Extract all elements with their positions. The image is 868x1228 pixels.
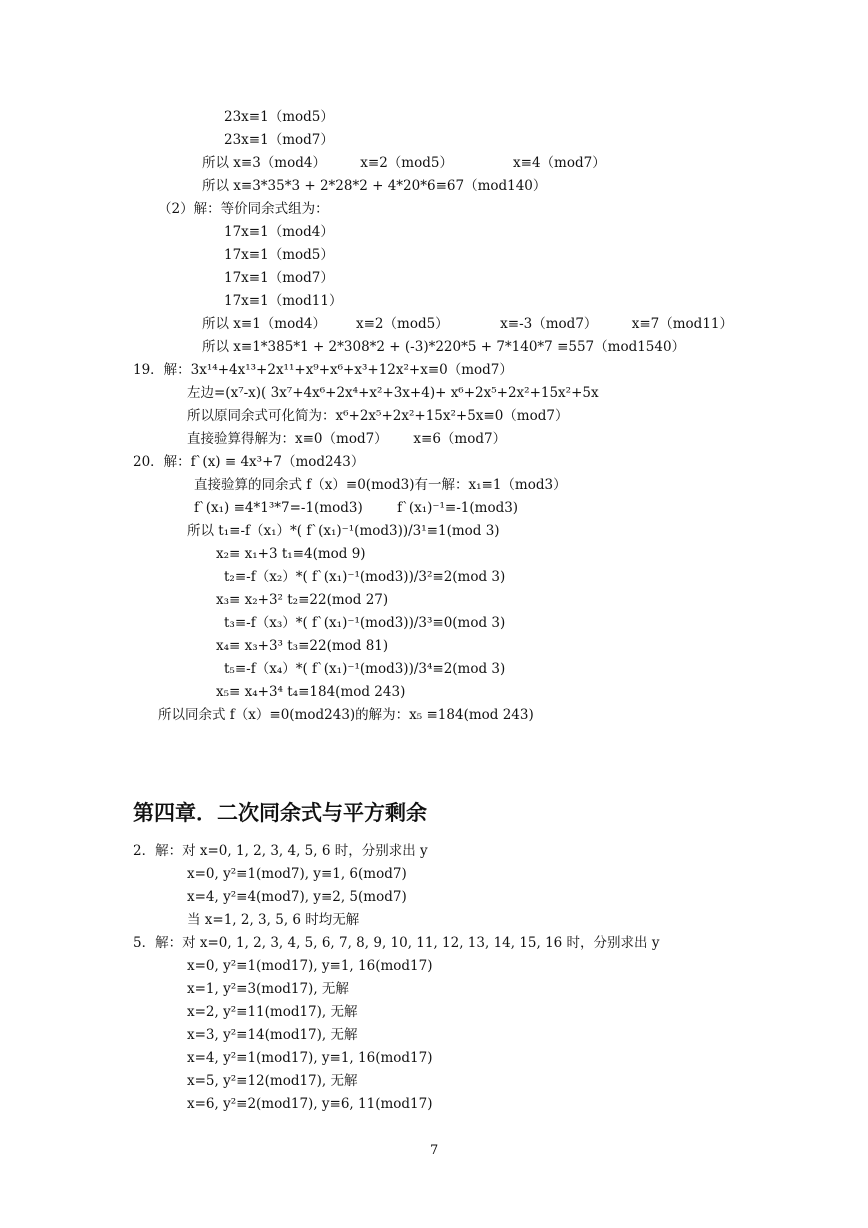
text-line: （2）解：等价同余式组为： bbox=[158, 201, 329, 217]
text-line: x₄≡ x₃+3³ t₃≡22(mod 81) bbox=[216, 638, 389, 654]
text-line: t₅≡-f（x₄）*( f`(x₁)⁻¹(mod3))/3⁴≡2(mod 3) bbox=[224, 661, 506, 677]
text-line: 23x≡1（mod5） bbox=[224, 109, 334, 125]
text-line: 17x≡1（mod7） bbox=[224, 270, 334, 286]
text-line: f`(x₁) ≡4*1³*7=-1(mod3) f`(x₁)⁻¹≡-1(mod3) bbox=[194, 500, 519, 516]
text-line: 所以 x≡3（mod4） x≡2（mod5） x≡4（mod7） bbox=[202, 155, 606, 171]
text-line: 所以原同余式可化简为：x⁶+2x⁵+2x²+15x²+5x≡0（mod7） bbox=[187, 408, 569, 424]
text-line: 17x≡1（mod4） bbox=[224, 224, 334, 240]
text-line: 17x≡1（mod5） bbox=[224, 247, 334, 263]
text-line: 5．解：对 x=0, 1, 2, 3, 4, 5, 6, 7, 8, 9, 10, 11, 12, 13, 14, 15, 16 时，分别求出 y bbox=[133, 935, 660, 951]
text-line: 所以 x≡1（mod4） x≡2（mod5） x≡-3（mod7） x≡7（mod11） bbox=[202, 316, 734, 332]
text-line: 直接验算得解为：x≡0（mod7） x≡6（mod7） bbox=[187, 431, 507, 447]
text-line: t₂≡-f（x₂）*( f`(x₁)⁻¹(mod3))/3²≡2(mod 3) bbox=[224, 569, 506, 585]
text-line: 23x≡1（mod7） bbox=[224, 132, 334, 148]
text-line: x₅≡ x₄+3⁴ t₄≡184(mod 243) bbox=[216, 684, 406, 700]
text-line: x=0, y²≡1(mod7), y≡1, 6(mod7) bbox=[187, 866, 407, 882]
text-line: 17x≡1（mod11） bbox=[224, 293, 343, 309]
text-line: 所以 x≡3*35*3 + 2*28*2 + 4*20*6≡67（mod140） bbox=[202, 178, 547, 194]
text-line: x=4, y²≡1(mod17), y≡1, 16(mod17) bbox=[187, 1050, 433, 1066]
text-line: 所以 t₁≡-f（x₁）*( f`(x₁)⁻¹(mod3))/3¹≡1(mod 3) bbox=[187, 523, 500, 539]
text-line: x=6, y²≡2(mod17), y≡6, 11(mod17) bbox=[187, 1096, 433, 1112]
text-line: x=1, y²≡3(mod17), 无解 bbox=[187, 981, 349, 997]
text-line: 所以同余式 f（x）≡0(mod243)的解为：x₅ ≡184(mod 243) bbox=[158, 707, 534, 723]
text-line: 19．解：3x¹⁴+4x¹³+2x¹¹+x⁹+x⁶+x³+12x²+x≡0（mod7） bbox=[133, 362, 513, 378]
text-line: x₃≡ x₂+3² t₂≡22(mod 27) bbox=[216, 592, 389, 608]
page-number: 7 bbox=[430, 1143, 439, 1158]
text-line: 左边=(x⁷-x)( 3x⁷+4x⁶+2x⁴+x²+3x+4)+ x⁶+2x⁵+2x²+15x²+5x bbox=[187, 385, 599, 401]
text-line: x=2, y²≡11(mod17), 无解 bbox=[187, 1004, 358, 1020]
text-line: 20．解：f`(x) ≡ 4x³+7（mod243） bbox=[133, 454, 365, 470]
text-line: 直接验算的同余式 f（x）≡0(mod3)有一解：x₁≡1（mod3） bbox=[194, 477, 567, 493]
chapter-heading: 第四章．二次同余式与平方剩余 bbox=[133, 801, 427, 825]
text-line: t₃≡-f（x₃）*( f`(x₁)⁻¹(mod3))/3³≡0(mod 3) bbox=[224, 615, 506, 631]
text-line: x₂≡ x₁+3 t₁≡4(mod 9) bbox=[216, 546, 366, 562]
text-line: x=3, y²≡14(mod17), 无解 bbox=[187, 1027, 358, 1043]
text-line: 所以 x≡1*385*1 + 2*308*2 + (-3)*220*5 + 7*140*7 ≡557（mod1540） bbox=[202, 339, 686, 355]
text-line: x=0, y²≡1(mod17), y≡1, 16(mod17) bbox=[187, 958, 433, 974]
text-line: 2．解：对 x=0, 1, 2, 3, 4, 5, 6 时，分别求出 y bbox=[133, 843, 428, 859]
text-line: 当 x=1, 2, 3, 5, 6 时均无解 bbox=[187, 912, 360, 928]
text-line: x=5, y²≡12(mod17), 无解 bbox=[187, 1073, 358, 1089]
text-line: x=4, y²≡4(mod7), y≡2, 5(mod7) bbox=[187, 889, 407, 905]
